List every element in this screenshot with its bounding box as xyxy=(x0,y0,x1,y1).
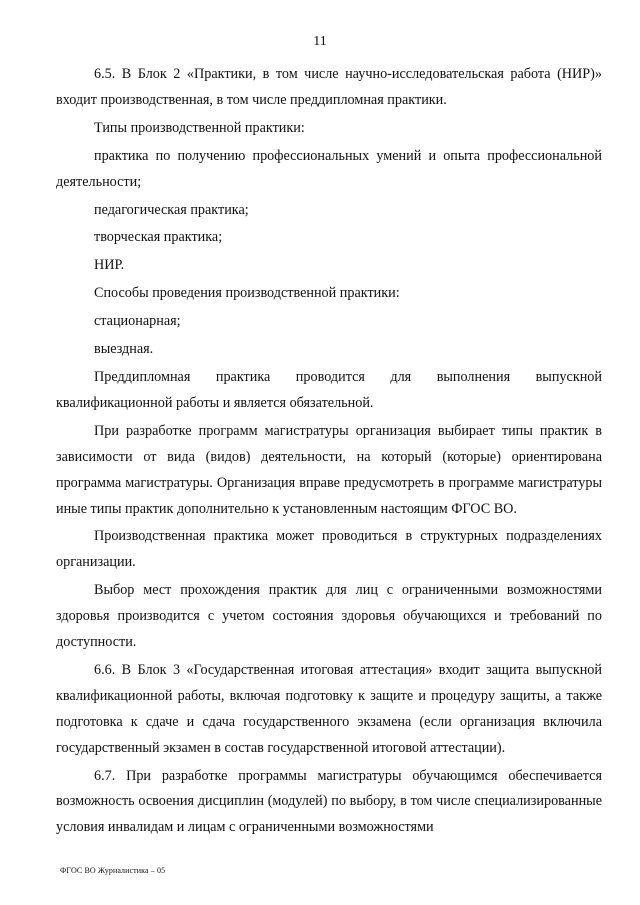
practice-method-item: выездная. xyxy=(94,341,154,358)
practice-methods-heading: Способы проведения производственной практики: xyxy=(94,285,400,302)
page-footer: ФГОС ВО Журналистика – 05 xyxy=(60,866,166,875)
practice-types-heading: Типы производственной практики: xyxy=(94,119,305,136)
paragraph-6-5: 6.5. В Блок 2 «Практики, в том числе научно-исследовательская работа (НИР)» входит производственная, в том числе преддипломная практики. xyxy=(56,66,602,108)
paragraph-6-6: 6.6. В Блок 3 «Государственная итоговая аттестация» входит защита выпускной квалификационной работы, включая подготовку к защите и процедуру защиты, а также подготовка к сдаче и сдача государственного экзамена (если организация включила государственный экзамен в состав государственной итоговой аттестации). xyxy=(56,661,602,756)
practice-type-item: творческая практика; xyxy=(94,229,223,246)
paragraph-disabilities: Выбор мест прохождения практик для лиц с ограниченными возможностями здоровья производится с учетом состояния здоровья обучающихся и требований по доступности. xyxy=(56,582,602,651)
paragraph-practice-selection: При разработке программ магистратуры организация выбирает типы практик в зависимости от вида (видов) деятельности, на который (которые) ориентирована программа магистратуры. Организация вправе предусмотреть в программе магистратуры иные типы практик дополнительно к установленным настоящим ФГОС ВО. xyxy=(56,422,602,517)
paragraph-prediploma: Преддипломная практика проводится для выполнения выпускной квалификационной работы и является обязательной. xyxy=(56,368,602,411)
paragraph-structural-units: Производственная практика может проводиться в структурных подразделениях организации. xyxy=(56,528,602,571)
practice-method-item: стационарная; xyxy=(94,313,181,330)
document-body xyxy=(56,62,602,841)
practice-type-item: НИР. xyxy=(94,257,125,274)
practice-type-item: педагогическая практика; xyxy=(94,201,249,218)
page-number: 11 xyxy=(313,34,327,49)
practice-type-item: практика по получению профессиональных умений и опыта профессиональной деятельности; xyxy=(56,147,602,190)
paragraph-6-7: 6.7. При разработке программы магистратуры обучающимся обеспечивается возможность освоения дисциплин (модулей) по выбору, в том числе специализированные условия инвалидам и лицам с ограниченными возможностями xyxy=(56,767,602,836)
